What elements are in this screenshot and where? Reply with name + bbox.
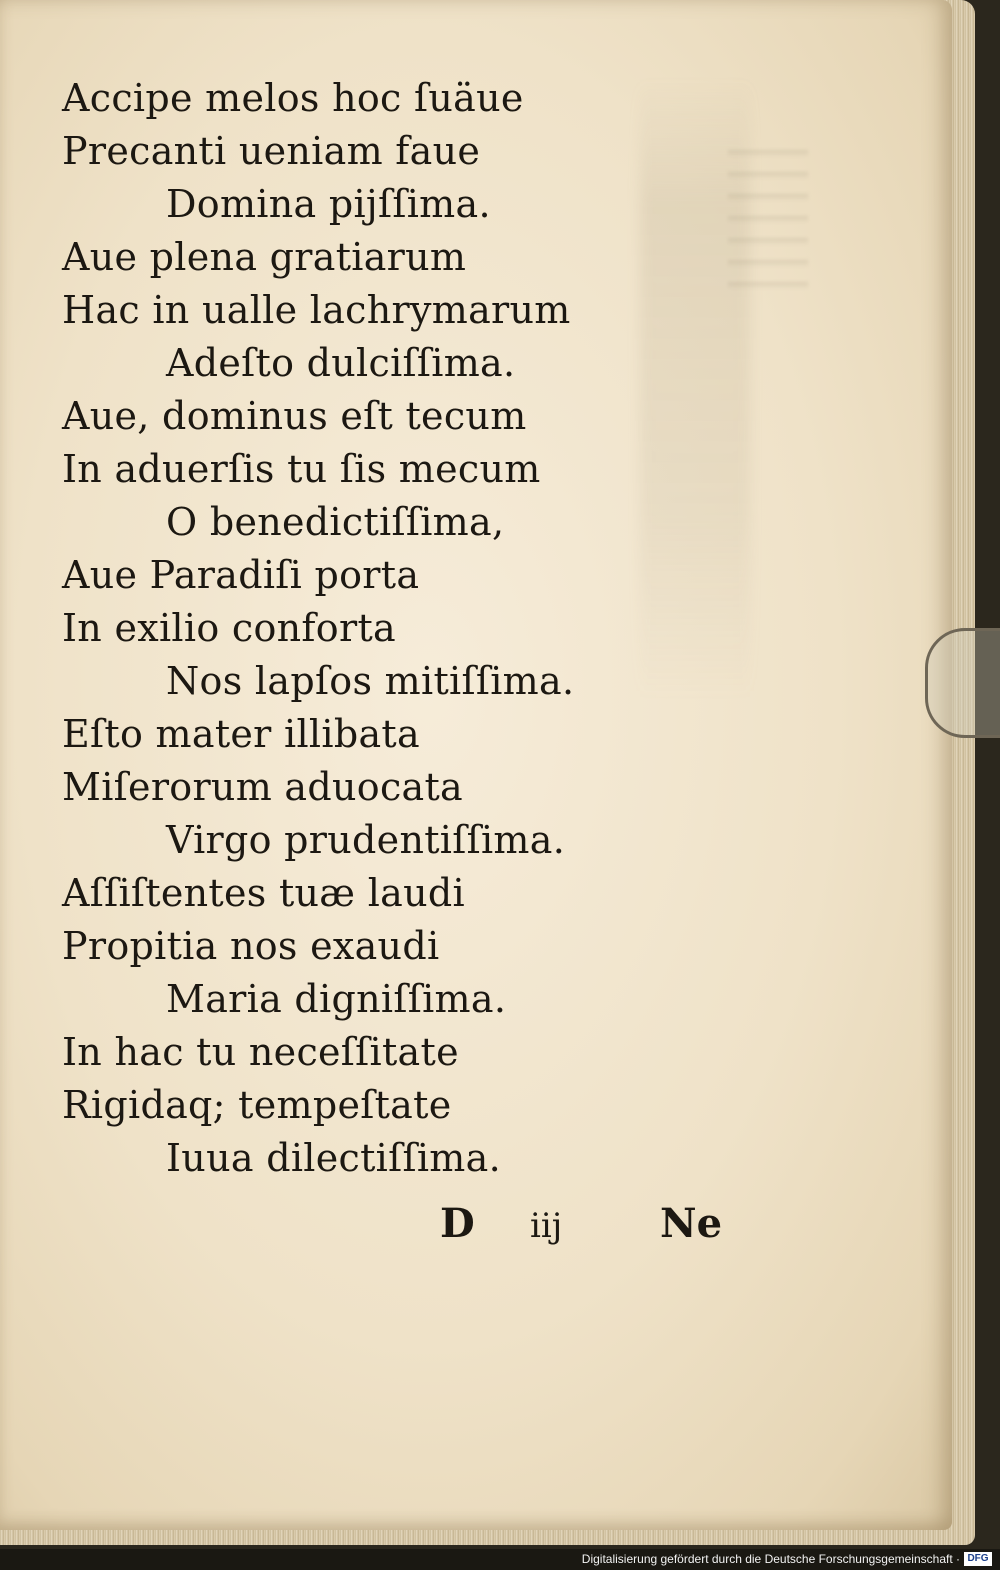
- verse-line-refrain: O benedictiſſima,: [166, 500, 505, 544]
- verse-line: Aſſiſtentes tuæ laudi: [62, 871, 465, 915]
- verse-line-refrain: Domina pijſſima.: [166, 182, 491, 226]
- verse-line-refrain: Maria digniſſima.: [166, 977, 507, 1021]
- page-clip-tab: [925, 628, 1000, 738]
- verse-line-refrain: Adeſto dulciſſima.: [166, 341, 516, 385]
- verse-line: In aduerſis tu ſis mecum: [62, 447, 541, 491]
- dfg-logo: DFG: [964, 1552, 992, 1566]
- signature-mark: D: [440, 1200, 475, 1247]
- verse-line: Precanti ueniam faue: [62, 129, 481, 173]
- verse-line-refrain: Iuua dilectiſſima.: [166, 1136, 501, 1180]
- verse-line: In hac tu neceſſitate: [62, 1030, 459, 1074]
- show-through-marginal-note: [728, 135, 808, 295]
- verse-line: Hac in ualle lachrymarum: [62, 288, 571, 332]
- hymn-verse: [62, 72, 574, 1185]
- verse-line: Aue plena gratiarum: [62, 235, 467, 279]
- verse-line: Aue Paradiſi porta: [62, 553, 420, 597]
- verse-line: Aue, dominus eſt tecum: [62, 394, 527, 438]
- catchword: Ne: [660, 1200, 723, 1247]
- verse-line: In exilio conforta: [62, 606, 396, 650]
- digitization-footer: [0, 1549, 1000, 1570]
- verse-line: Miſerorum aduocata: [62, 765, 464, 809]
- verse-line-refrain: Nos lapſos mitiſſima.: [166, 659, 575, 703]
- verse-line: Eſto mater illibata: [62, 712, 420, 756]
- verse-line-refrain: Virgo prudentiſſima.: [166, 818, 566, 862]
- verse-line: Rigidaq; tempeſtate: [62, 1083, 452, 1127]
- signature-number: iij: [530, 1206, 563, 1246]
- verse-line: Accipe melos hoc ſuäue: [62, 76, 524, 120]
- verse-line: Propitia nos exaudi: [62, 924, 440, 968]
- funding-credit: Digitalisierung gefördert durch die Deutsche Forschungsgemeinschaft ·: [581, 1552, 960, 1566]
- signature-line: [440, 1200, 722, 1247]
